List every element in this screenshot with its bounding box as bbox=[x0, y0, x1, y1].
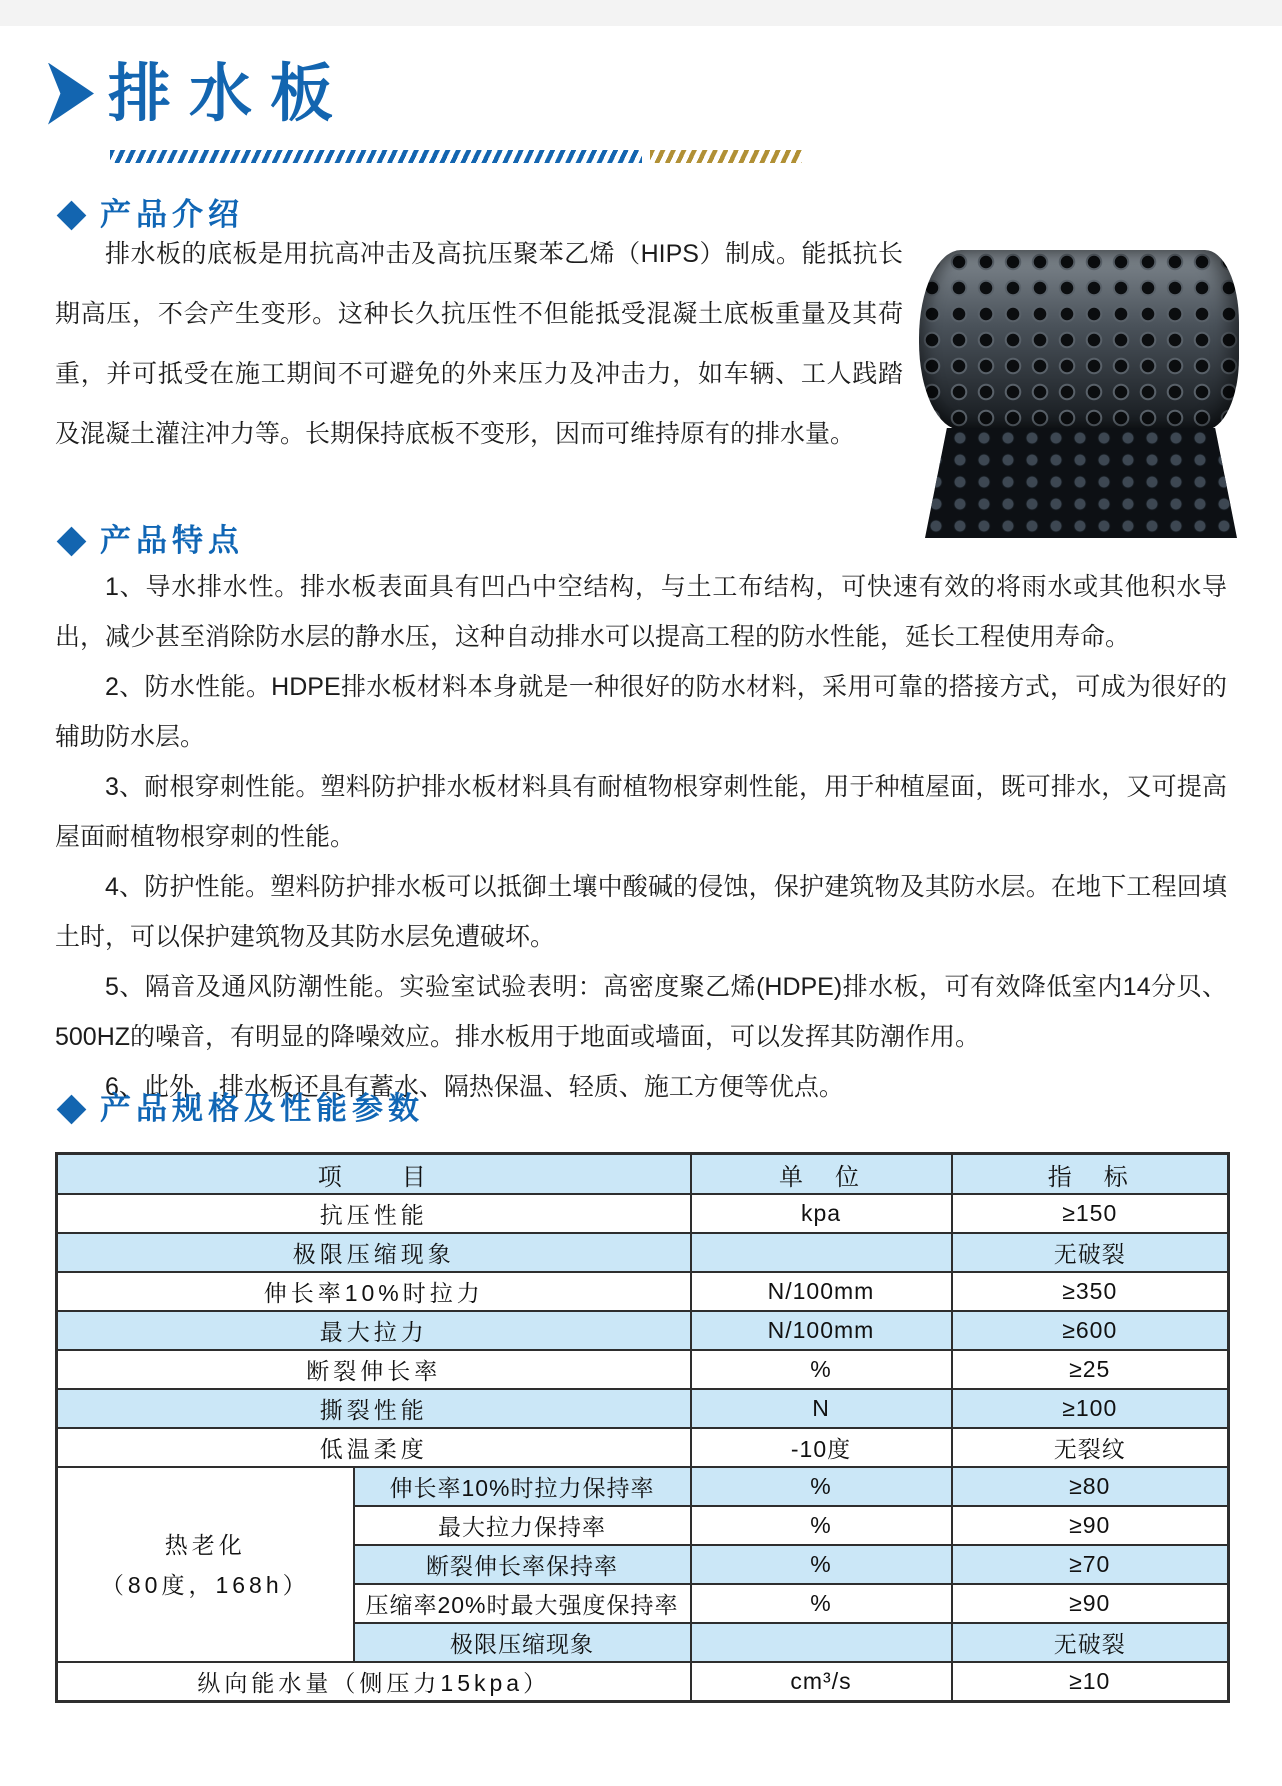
spec-unit bbox=[691, 1233, 952, 1272]
drainage-board-roll bbox=[919, 250, 1239, 430]
diamond-icon bbox=[57, 1094, 87, 1124]
section-heading-specs-label: 产品规格及性能参数 bbox=[100, 1091, 424, 1126]
spec-unit: N/100mm bbox=[691, 1311, 952, 1350]
spec-table-header-row bbox=[57, 1154, 1229, 1195]
spec-group-label-line1: 热老化 bbox=[164, 1531, 246, 1558]
intro-paragraph: 排水板的底板是用抗高冲击及高抗压聚苯乙烯（HIPS）制成。能抵抗长期高压，不会产生变形。这种长久抗压性不但能抵受混凝土底板重量及其荷重，并可抵受在施工期间不可避免的外来压力及冲击力，如车辆、工人践踏及混凝土灌注冲力等。长期保持底板不变形，因而可维持原有的排水量。 bbox=[55, 240, 903, 448]
spec-value: 无裂纹 bbox=[952, 1428, 1229, 1467]
spec-item: 低温柔度 bbox=[57, 1428, 691, 1467]
spec-row bbox=[57, 1233, 1229, 1272]
spec-unit: % bbox=[691, 1467, 952, 1506]
spec-row bbox=[57, 1311, 1229, 1350]
spec-unit: % bbox=[691, 1506, 952, 1545]
spec-item: 纵向能水量（侧压力15kpa） bbox=[57, 1662, 691, 1702]
spec-row bbox=[57, 1194, 1229, 1233]
spec-item: 断裂伸长率保持率 bbox=[354, 1545, 691, 1584]
feature-item: 1、导水排水性。排水板表面具有凹凸中空结构，与土工布结构，可快速有效的将雨水或其他积水导出，减少甚至消除防水层的静水压，这种自动排水可以提高工程的防水性能，延长工程使用寿命。 bbox=[55, 573, 1227, 651]
feature-item: 6、此外，排水板还具有蓄水、隔热保温、轻质、施工方便等优点。 bbox=[105, 1073, 844, 1101]
product-photo-drainage-board-roll bbox=[915, 224, 1245, 540]
spec-value: ≥100 bbox=[952, 1389, 1229, 1428]
spec-item: 极限压缩现象 bbox=[57, 1233, 691, 1272]
spec-value: ≥80 bbox=[952, 1467, 1229, 1506]
spec-value: ≥10 bbox=[952, 1662, 1229, 1702]
spec-unit: N/100mm bbox=[691, 1272, 952, 1311]
page-title: 排水板 bbox=[108, 56, 351, 130]
spec-item: 伸长率10%时拉力 bbox=[57, 1272, 691, 1311]
col-header-item: 项 目 bbox=[57, 1154, 691, 1195]
feature-item: 3、耐根穿刺性能。塑料防护排水板材料具有耐植物根穿刺性能，用于种植屋面，既可排水，又可提高屋面耐植物根穿刺的性能。 bbox=[55, 773, 1227, 851]
feature-item: 5、隔音及通风防潮性能。实验室试验表明：高密度聚乙烯(HDPE)排水板，可有效降低室内14分贝、500HZ的噪音，有明显的降噪效应。排水板用于地面或墙面，可以发挥其防潮作用。 bbox=[55, 973, 1227, 1051]
spec-unit bbox=[691, 1623, 952, 1662]
spec-group-row bbox=[57, 1467, 1229, 1506]
spec-value: ≥150 bbox=[952, 1194, 1229, 1233]
col-header-value: 指 标 bbox=[952, 1154, 1229, 1195]
spec-value: ≥90 bbox=[952, 1584, 1229, 1623]
spec-value: 无破裂 bbox=[952, 1623, 1229, 1662]
spec-unit: N bbox=[691, 1389, 952, 1428]
features-list bbox=[55, 562, 1227, 1112]
section-heading-features-label: 产品特点 bbox=[100, 523, 244, 558]
stripe-blue-segment bbox=[110, 150, 642, 163]
spec-group-label bbox=[57, 1467, 354, 1662]
spec-item: 最大拉力保持率 bbox=[354, 1506, 691, 1545]
spec-unit: % bbox=[691, 1545, 952, 1584]
spec-row bbox=[57, 1428, 1229, 1467]
spec-unit: % bbox=[691, 1350, 952, 1389]
col-header-unit: 单 位 bbox=[691, 1154, 952, 1195]
spec-group-label-line2: （80度，168h） bbox=[100, 1571, 310, 1598]
decorative-stripe-divider bbox=[110, 150, 802, 163]
drainage-board-sheet bbox=[925, 428, 1237, 538]
spec-value: ≥350 bbox=[952, 1272, 1229, 1311]
spec-unit: kpa bbox=[691, 1194, 952, 1233]
spec-item: 断裂伸长率 bbox=[57, 1350, 691, 1389]
spec-item: 伸长率10%时拉力保持率 bbox=[354, 1467, 691, 1506]
section-heading-features bbox=[55, 524, 244, 558]
spec-item: 抗压性能 bbox=[57, 1194, 691, 1233]
spec-row bbox=[57, 1272, 1229, 1311]
spec-unit: -10度 bbox=[691, 1428, 952, 1467]
section-heading-intro-label: 产品介绍 bbox=[100, 197, 244, 232]
feature-item: 2、防水性能。HDPE排水板材料本身就是一种很好的防水材料，采用可靠的搭接方式，可成为很好的辅助防水层。 bbox=[55, 673, 1227, 751]
spec-value: ≥600 bbox=[952, 1311, 1229, 1350]
spec-item: 撕裂性能 bbox=[57, 1389, 691, 1428]
spec-value: ≥90 bbox=[952, 1506, 1229, 1545]
spec-row bbox=[57, 1389, 1229, 1428]
stripe-gold-segment bbox=[650, 150, 802, 163]
spec-value: ≥25 bbox=[952, 1350, 1229, 1389]
spec-item: 压缩率20%时最大强度保持率 bbox=[354, 1584, 691, 1623]
diamond-icon bbox=[57, 526, 87, 556]
spec-unit: % bbox=[691, 1584, 952, 1623]
spec-value: 无破裂 bbox=[952, 1233, 1229, 1272]
arrow-right-icon bbox=[48, 63, 94, 125]
spec-table bbox=[55, 1152, 1230, 1703]
spec-unit: cm³/s bbox=[691, 1662, 952, 1702]
spec-row bbox=[57, 1662, 1229, 1702]
section-heading-specs bbox=[55, 1092, 424, 1126]
spec-value: ≥70 bbox=[952, 1545, 1229, 1584]
spec-row bbox=[57, 1350, 1229, 1389]
page-title-row bbox=[48, 56, 351, 130]
spec-item: 极限压缩现象 bbox=[354, 1623, 691, 1662]
spec-item: 最大拉力 bbox=[57, 1311, 691, 1350]
feature-item: 4、防护性能。塑料防护排水板可以抵御土壤中酸碱的侵蚀，保护建筑物及其防水层。在地下工程回填土时，可以保护建筑物及其防水层免遭破坏。 bbox=[55, 873, 1227, 951]
page-top-strip bbox=[0, 0, 1282, 26]
